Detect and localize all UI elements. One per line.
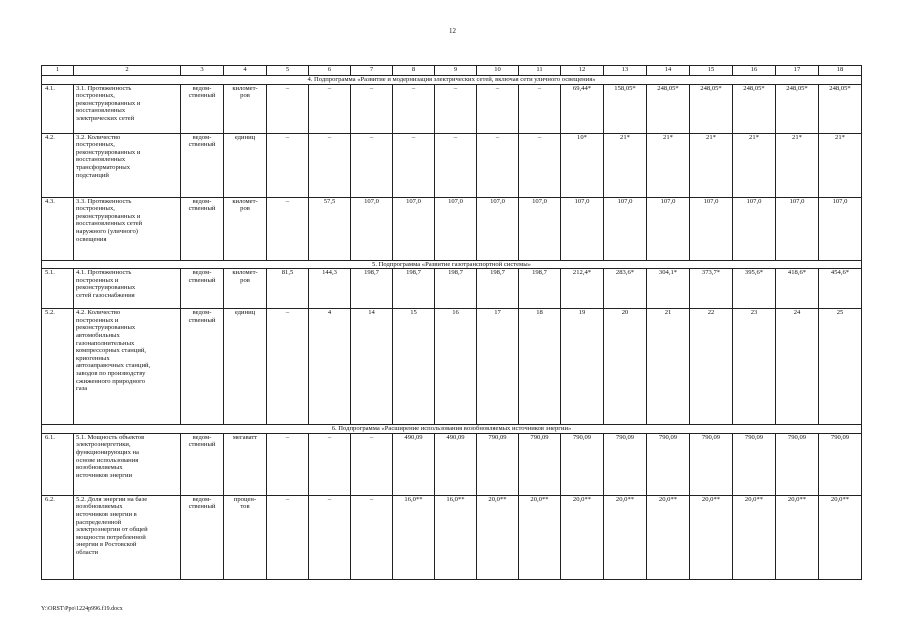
indicator-name-line: построенных, bbox=[76, 205, 115, 213]
value-cell: 20,0** bbox=[690, 495, 733, 579]
indicator-name-line: сетей газоснабжения bbox=[76, 291, 135, 299]
indicator-source-line: ведом- bbox=[192, 133, 212, 141]
section-title: 4. Подпрограмма «Развитие и модернизация электрических сетей, включая сети уличного освещения» bbox=[42, 76, 862, 85]
indicator-name-line: построенных, bbox=[76, 92, 115, 100]
value-cell: 418,6* bbox=[776, 269, 819, 309]
value-cell: 22 bbox=[690, 309, 733, 425]
page-number: 12 bbox=[449, 27, 456, 35]
column-header: 17 bbox=[776, 66, 819, 76]
value-cell: – bbox=[477, 133, 519, 197]
value-cell: – bbox=[309, 433, 351, 495]
indicator-source-line: ственный bbox=[188, 205, 216, 213]
value-cell: – bbox=[309, 84, 351, 133]
value-cell: 248,05* bbox=[776, 84, 819, 133]
value-cell: – bbox=[435, 133, 477, 197]
column-header: 2 bbox=[74, 66, 181, 76]
column-header: 7 bbox=[351, 66, 393, 76]
row-number: 5.1. bbox=[42, 269, 74, 309]
indicator-name-line: сжиженного природного bbox=[76, 377, 146, 385]
indicator-name-line: газа bbox=[76, 385, 88, 393]
section-title: 6. Подпрограмма «Расширение использования возобновляемых источников энергии» bbox=[42, 425, 862, 434]
value-cell: 454,6* bbox=[819, 269, 862, 309]
column-header: 18 bbox=[819, 66, 862, 76]
indicator-unit-line: ров bbox=[240, 205, 250, 213]
value-cell: 16,0** bbox=[393, 495, 435, 579]
column-header: 14 bbox=[647, 66, 690, 76]
indicator-unit bbox=[224, 84, 267, 133]
indicator-source-line: ведом- bbox=[192, 269, 212, 277]
indicator-name-line: источников энергии в bbox=[76, 510, 137, 518]
indicator-name-line: электроэнергетики, bbox=[76, 441, 131, 449]
header-row bbox=[42, 66, 862, 76]
value-cell: 107,0 bbox=[647, 197, 690, 260]
indicator-name-line: 3.3. Протяженность bbox=[76, 197, 132, 205]
value-cell: 107,0 bbox=[819, 197, 862, 260]
value-cell: 17 bbox=[477, 309, 519, 425]
indicator-name-line: автомобильных bbox=[76, 331, 120, 339]
indicator-name-line: мощности потребленной bbox=[76, 533, 146, 541]
indicator-name-line: автозаправочных станций, bbox=[76, 362, 151, 370]
value-cell: 212,4* bbox=[561, 269, 604, 309]
value-cell: 790,09 bbox=[733, 433, 776, 495]
indicator-unit bbox=[224, 495, 267, 579]
value-cell: 69,44* bbox=[561, 84, 604, 133]
value-cell: – bbox=[477, 84, 519, 133]
indicator-source-line: ведом- bbox=[192, 495, 212, 503]
value-cell: 57,5 bbox=[309, 197, 351, 260]
indicator-name-line: реконструированных bbox=[76, 284, 136, 292]
value-cell: 107,0 bbox=[435, 197, 477, 260]
indicator-name-line: заводов по производству bbox=[76, 369, 146, 377]
indicator-name-line: электроэнергии от общей bbox=[76, 526, 148, 534]
value-cell: 790,09 bbox=[647, 433, 690, 495]
table-row bbox=[42, 495, 862, 579]
value-cell: 395,6* bbox=[733, 269, 776, 309]
indicator-name-line: подстанций bbox=[76, 171, 109, 179]
indicator-source bbox=[181, 309, 224, 425]
indicator-unit bbox=[224, 197, 267, 260]
value-cell: 304,1* bbox=[647, 269, 690, 309]
value-cell: 790,09 bbox=[604, 433, 647, 495]
indicator-name bbox=[74, 84, 181, 133]
indicator-name bbox=[74, 197, 181, 260]
indicator-name-line: реконструированных и bbox=[76, 212, 141, 220]
value-cell: – bbox=[267, 309, 309, 425]
value-cell: 107,0 bbox=[393, 197, 435, 260]
indicator-unit-line: единиц bbox=[234, 133, 256, 141]
indicator-unit-line: километ- bbox=[232, 197, 258, 205]
indicator-unit-line: километ- bbox=[232, 84, 258, 92]
column-header: 6 bbox=[309, 66, 351, 76]
indicator-unit bbox=[224, 133, 267, 197]
indicator-name-line: реконструированных bbox=[76, 324, 136, 332]
value-cell: 21* bbox=[733, 133, 776, 197]
value-cell: – bbox=[351, 495, 393, 579]
indicator-source-line: ственный bbox=[188, 92, 216, 100]
column-header: 11 bbox=[519, 66, 561, 76]
indicator-name-line: электрических сетей bbox=[76, 114, 135, 122]
value-cell: 790,09 bbox=[819, 433, 862, 495]
value-cell: 198,7 bbox=[351, 269, 393, 309]
indicator-unit-line: единиц bbox=[234, 309, 256, 317]
value-cell: – bbox=[435, 84, 477, 133]
indicator-name bbox=[74, 269, 181, 309]
indicator-name-line: области bbox=[76, 548, 99, 556]
row-number: 4.1. bbox=[42, 84, 74, 133]
column-header: 15 bbox=[690, 66, 733, 76]
indicator-unit bbox=[224, 269, 267, 309]
table-row bbox=[42, 133, 862, 197]
indicator-name-line: распределенной bbox=[76, 518, 122, 526]
table-row bbox=[42, 84, 862, 133]
indicator-name-line: восстановленных сетей bbox=[76, 220, 143, 228]
indicator-name-line: возобновляемых bbox=[76, 503, 123, 511]
indicator-name-line: основе использования bbox=[76, 456, 139, 464]
value-cell: 21* bbox=[819, 133, 862, 197]
row-number: 5.2. bbox=[42, 309, 74, 425]
value-cell: 144,3 bbox=[309, 269, 351, 309]
value-cell: 373,7* bbox=[690, 269, 733, 309]
indicator-name-line: криогенных bbox=[76, 354, 110, 362]
value-cell: 4 bbox=[309, 309, 351, 425]
indicator-unit bbox=[224, 433, 267, 495]
indicator-source-line: ственный bbox=[188, 441, 216, 449]
value-cell: 16,0** bbox=[435, 495, 477, 579]
indicator-unit-line: процен- bbox=[233, 495, 257, 503]
indicator-name-line: источников энергии bbox=[76, 471, 133, 479]
value-cell: – bbox=[309, 495, 351, 579]
indicator-name-line: наружного (уличного) bbox=[76, 227, 138, 235]
value-cell: 107,0 bbox=[733, 197, 776, 260]
value-cell: – bbox=[393, 84, 435, 133]
indicator-unit-line: мегаватт bbox=[232, 433, 258, 441]
indicator-source-line: ственный bbox=[188, 141, 216, 149]
value-cell: 21* bbox=[647, 133, 690, 197]
section-title: 5. Подпрограмма «Развитие газотранспортной системы» bbox=[42, 260, 862, 269]
value-cell: 18 bbox=[519, 309, 561, 425]
value-cell: 20,0** bbox=[819, 495, 862, 579]
value-cell: – bbox=[267, 433, 309, 495]
indicator-name-line: 3.2. Количество bbox=[76, 133, 121, 141]
indicators-table bbox=[41, 65, 862, 580]
indicator-name-line: энергии в Ростовской bbox=[76, 541, 137, 549]
value-cell: 21 bbox=[647, 309, 690, 425]
indicator-name-line: освещения bbox=[76, 235, 107, 243]
indicator-source bbox=[181, 269, 224, 309]
value-cell: – bbox=[351, 84, 393, 133]
value-cell: – bbox=[267, 133, 309, 197]
value-cell: 107,0 bbox=[519, 197, 561, 260]
value-cell: 790,09 bbox=[690, 433, 733, 495]
indicator-name-line: построенных и bbox=[76, 316, 119, 324]
indicator-source-line: ственный bbox=[188, 276, 216, 284]
value-cell: 248,05* bbox=[647, 84, 690, 133]
column-header: 4 bbox=[224, 66, 267, 76]
row-number: 6.1. bbox=[42, 433, 74, 495]
column-header: 9 bbox=[435, 66, 477, 76]
footer-file-path: Y:\ORST\Ppo\1224p996.f19.docx bbox=[41, 606, 123, 612]
value-cell: 107,0 bbox=[351, 197, 393, 260]
column-header: 1 bbox=[42, 66, 74, 76]
value-cell: 790,09 bbox=[477, 433, 519, 495]
indicator-source bbox=[181, 495, 224, 579]
indicator-name-line: построенных, bbox=[76, 141, 115, 149]
indicator-name-line: трансформаторных bbox=[76, 163, 131, 171]
value-cell: 107,0 bbox=[477, 197, 519, 260]
value-cell: 20,0** bbox=[561, 495, 604, 579]
indicator-unit-line: тов bbox=[240, 503, 250, 511]
column-header: 3 bbox=[181, 66, 224, 76]
value-cell: 198,7 bbox=[435, 269, 477, 309]
indicator-name-line: функционирующих на bbox=[76, 448, 139, 456]
value-cell: – bbox=[351, 133, 393, 197]
indicator-source-line: ведом- bbox=[192, 197, 212, 205]
indicator-name-line: 5.1. Мощность объектов bbox=[76, 433, 145, 441]
indicator-name-line: восстановленных bbox=[76, 107, 126, 115]
table-row bbox=[42, 309, 862, 425]
value-cell: – bbox=[267, 495, 309, 579]
value-cell: 248,05* bbox=[819, 84, 862, 133]
value-cell: 23 bbox=[733, 309, 776, 425]
value-cell: – bbox=[519, 84, 561, 133]
value-cell: 490,09 bbox=[435, 433, 477, 495]
value-cell: 21* bbox=[604, 133, 647, 197]
indicator-name bbox=[74, 133, 181, 197]
indicator-name-line: возобновляемых bbox=[76, 464, 123, 472]
section-row bbox=[42, 260, 862, 269]
value-cell: – bbox=[519, 133, 561, 197]
value-cell: 21* bbox=[690, 133, 733, 197]
value-cell: 10* bbox=[561, 133, 604, 197]
indicator-source-line: ведом- bbox=[192, 84, 212, 92]
indicator-name-line: 4.1. Протяженность bbox=[76, 269, 132, 277]
value-cell: 107,0 bbox=[690, 197, 733, 260]
column-header: 10 bbox=[477, 66, 519, 76]
indicator-name-line: восстановленных bbox=[76, 156, 126, 164]
value-cell: 790,09 bbox=[776, 433, 819, 495]
indicator-source bbox=[181, 433, 224, 495]
column-header: 5 bbox=[267, 66, 309, 76]
value-cell: – bbox=[309, 133, 351, 197]
value-cell: 107,0 bbox=[561, 197, 604, 260]
value-cell: 248,05* bbox=[733, 84, 776, 133]
value-cell: 283,6* bbox=[604, 269, 647, 309]
value-cell: 20,0** bbox=[776, 495, 819, 579]
value-cell: 198,7 bbox=[477, 269, 519, 309]
value-cell: – bbox=[267, 197, 309, 260]
indicator-name-line: компрессорных станций, bbox=[76, 347, 147, 355]
value-cell: 20,0** bbox=[647, 495, 690, 579]
value-cell: 790,09 bbox=[519, 433, 561, 495]
value-cell: – bbox=[351, 433, 393, 495]
value-cell: 20,0** bbox=[733, 495, 776, 579]
value-cell: 198,7 bbox=[393, 269, 435, 309]
value-cell: 20,0** bbox=[519, 495, 561, 579]
indicator-source-line: ственный bbox=[188, 503, 216, 511]
indicator-name bbox=[74, 309, 181, 425]
section-row bbox=[42, 76, 862, 85]
value-cell: – bbox=[267, 84, 309, 133]
table-row bbox=[42, 197, 862, 260]
indicator-name-line: 5.2. Доля энергии на базе bbox=[76, 495, 148, 503]
value-cell: 790,09 bbox=[561, 433, 604, 495]
value-cell: 14 bbox=[351, 309, 393, 425]
indicator-unit-line: ров bbox=[240, 276, 250, 284]
indicator-source bbox=[181, 197, 224, 260]
section-row bbox=[42, 425, 862, 434]
column-header: 8 bbox=[393, 66, 435, 76]
indicator-name-line: 3.1. Протяженность bbox=[76, 84, 132, 92]
value-cell: – bbox=[393, 133, 435, 197]
table-row bbox=[42, 433, 862, 495]
indicator-unit bbox=[224, 309, 267, 425]
indicator-unit-line: километ- bbox=[232, 269, 258, 277]
column-header: 13 bbox=[604, 66, 647, 76]
row-number: 4.3. bbox=[42, 197, 74, 260]
value-cell: 107,0 bbox=[776, 197, 819, 260]
value-cell: 20,0** bbox=[604, 495, 647, 579]
indicator-source-line: ственный bbox=[188, 316, 216, 324]
indicator-unit-line: ров bbox=[240, 92, 250, 100]
indicator-name bbox=[74, 433, 181, 495]
value-cell: 16 bbox=[435, 309, 477, 425]
column-header: 16 bbox=[733, 66, 776, 76]
indicator-name bbox=[74, 495, 181, 579]
indicator-source bbox=[181, 84, 224, 133]
indicator-name-line: реконструированных и bbox=[76, 148, 141, 156]
value-cell: 20 bbox=[604, 309, 647, 425]
indicator-name-line: построенных и bbox=[76, 276, 119, 284]
value-cell: 25 bbox=[819, 309, 862, 425]
row-number: 6.2. bbox=[42, 495, 74, 579]
value-cell: 248,05* bbox=[690, 84, 733, 133]
value-cell: 21* bbox=[776, 133, 819, 197]
indicator-source bbox=[181, 133, 224, 197]
table-row bbox=[42, 269, 862, 309]
value-cell: 20,0** bbox=[477, 495, 519, 579]
value-cell: 81,5 bbox=[267, 269, 309, 309]
value-cell: 15 bbox=[393, 309, 435, 425]
indicator-name-line: газонаполнительных bbox=[76, 339, 135, 347]
indicator-source-line: ведом- bbox=[192, 309, 212, 317]
column-header: 12 bbox=[561, 66, 604, 76]
value-cell: 107,0 bbox=[604, 197, 647, 260]
indicator-name-line: 4.2. Количество bbox=[76, 309, 121, 317]
indicator-name-line: реконструированных и bbox=[76, 99, 141, 107]
value-cell: 24 bbox=[776, 309, 819, 425]
value-cell: 19 bbox=[561, 309, 604, 425]
value-cell: 198,7 bbox=[519, 269, 561, 309]
row-number: 4.2. bbox=[42, 133, 74, 197]
value-cell: 490,09 bbox=[393, 433, 435, 495]
indicator-source-line: ведом- bbox=[192, 433, 212, 441]
value-cell: 158,05* bbox=[604, 84, 647, 133]
